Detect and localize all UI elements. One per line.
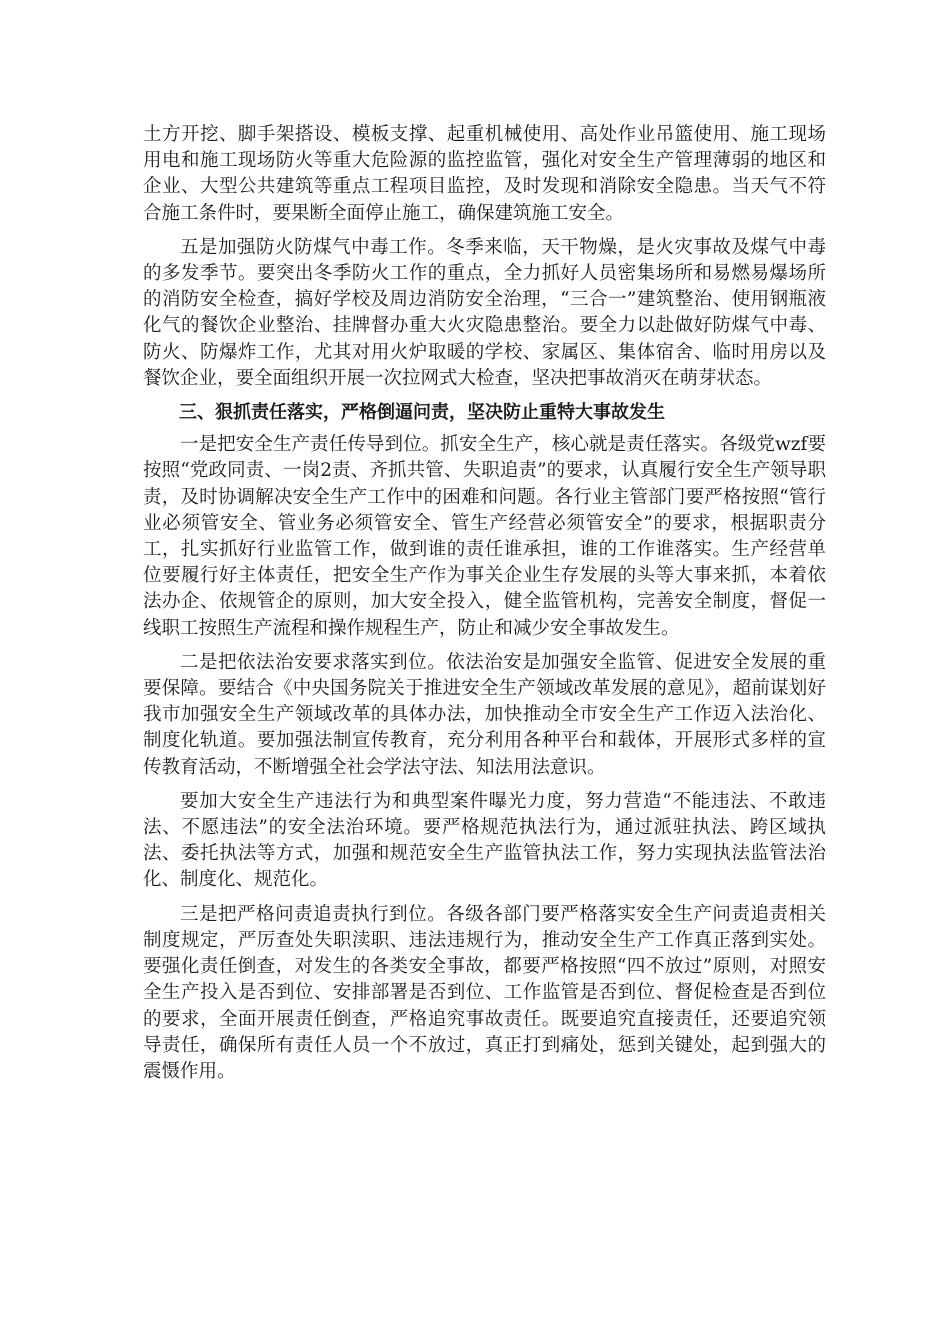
document-page [143, 122, 826, 1093]
paragraph-accountability: 三是把严格问责追责执行到位。各级各部门要严格落实安全生产问责追责相关制度规定，严厉查处失职渎职、违法违规行为，推动安全生产工作真正落到实处。要强化责任倒查，对发生的各类安全事故，都要严格按照“四不放过”原则，对照安全生产投入是否到位、安排部署是否到位、工作监管是否到位、督促检查是否到位的要求，全面开展责任倒查，严格追究事故责任。既要追究直接责任，还要追究领导责任，确保所有责任人员一个不放过，真正打到痛处，惩到关键处，起到强大的震慑作用。 [143, 903, 826, 1082]
paragraph-construction-safety: 土方开挖、脚手架搭设、模板支撑、起重机械使用、高处作业吊篮使用、施工现场用电和施工现场防火等重大危险源的监控监管，强化对安全生产管理薄弱的地区和企业、大型公共建筑等重点工程项目监控，及时发现和消除安全隐患。当天气不符合施工条件时，要果断全面停止施工，确保建筑施工安全。 [143, 124, 826, 224]
paragraph-rule-of-law: 二是把依法治安要求落实到位。依法治安是加强安全监管、促进安全发展的重要保障。要结合《中央国务院关于推进安全生产领域改革发展的意见》，超前谋划好我市加强安全生产领域改革的具体办法，加快推动全市安全生产工作迈入法治化、制度化轨道。要加强法制宣传教育，充分利用各种平台和载体，开展形式多样的宣传教育活动，不断增强全社会学法守法、知法用法意识。 [143, 651, 826, 778]
paragraph-law-enforcement: 要加大安全生产违法行为和典型案件曝光力度，努力营造“不能违法、不敢违法、不愿违法”的安全法治环境。要严格规范执法行为，通过派驻执法、跨区域执法、委托执法等方式，加强和规范安全生产监管执法工作，努力实现执法监管法治化、制度化、规范化。 [143, 790, 826, 891]
paragraph-responsibility-transmission: 一是把安全生产责任传导到位。抓安全生产，核心就是责任落实。各级党wzf要按照“党政同责、一岗2责、齐抓共管、失职追责”的要求，认真履行安全生产领导职责，及时协调解决安全生产工作中的困难和问题。各行业主管部门要严格按照“管行业必须管安全、管业务必须管安全、管生产经营必须管安全”的要求，根据职责分工，扎实抓好行业监管工作，做到谁的责任谁承担，谁的工作谁落实。生产经营单位要履行好主体责任，把安全生产作为事关企业生存发展的头等大事来抓，本着依法办企、依规管企的原则，加大安全投入，健全监管机构，完善安全制度，督促一线职工按照生产流程和操作规程生产，防止和减少安全事故发生。 [143, 434, 826, 639]
paragraph-fire-gas-prevention: 五是加强防火防煤气中毒工作。冬季来临，天干物燥，是火灾事故及煤气中毒的多发季节。要突出冬季防火工作的重点，全力抓好人员密集场所和易燃易爆场所的消防安全检查，搞好学校及周边消防安全治理，“三合一”建筑整治、使用钢瓶液化气的餐饮企业整治、挂牌督办重大火灾隐患整治。要全力以赴做好防煤气中毒、防火、防爆炸工作，尤其对用火炉取暖的学校、家属区、集体宿舍、临时用房以及餐饮企业，要全面组织开展一次拉网式大检查，坚决把事故消灭在萌芽状态。 [143, 236, 826, 389]
section-heading-responsibility: 三、狠抓责任落实，严格倒逼问责，坚决防止重特大事故发生 [179, 402, 665, 424]
